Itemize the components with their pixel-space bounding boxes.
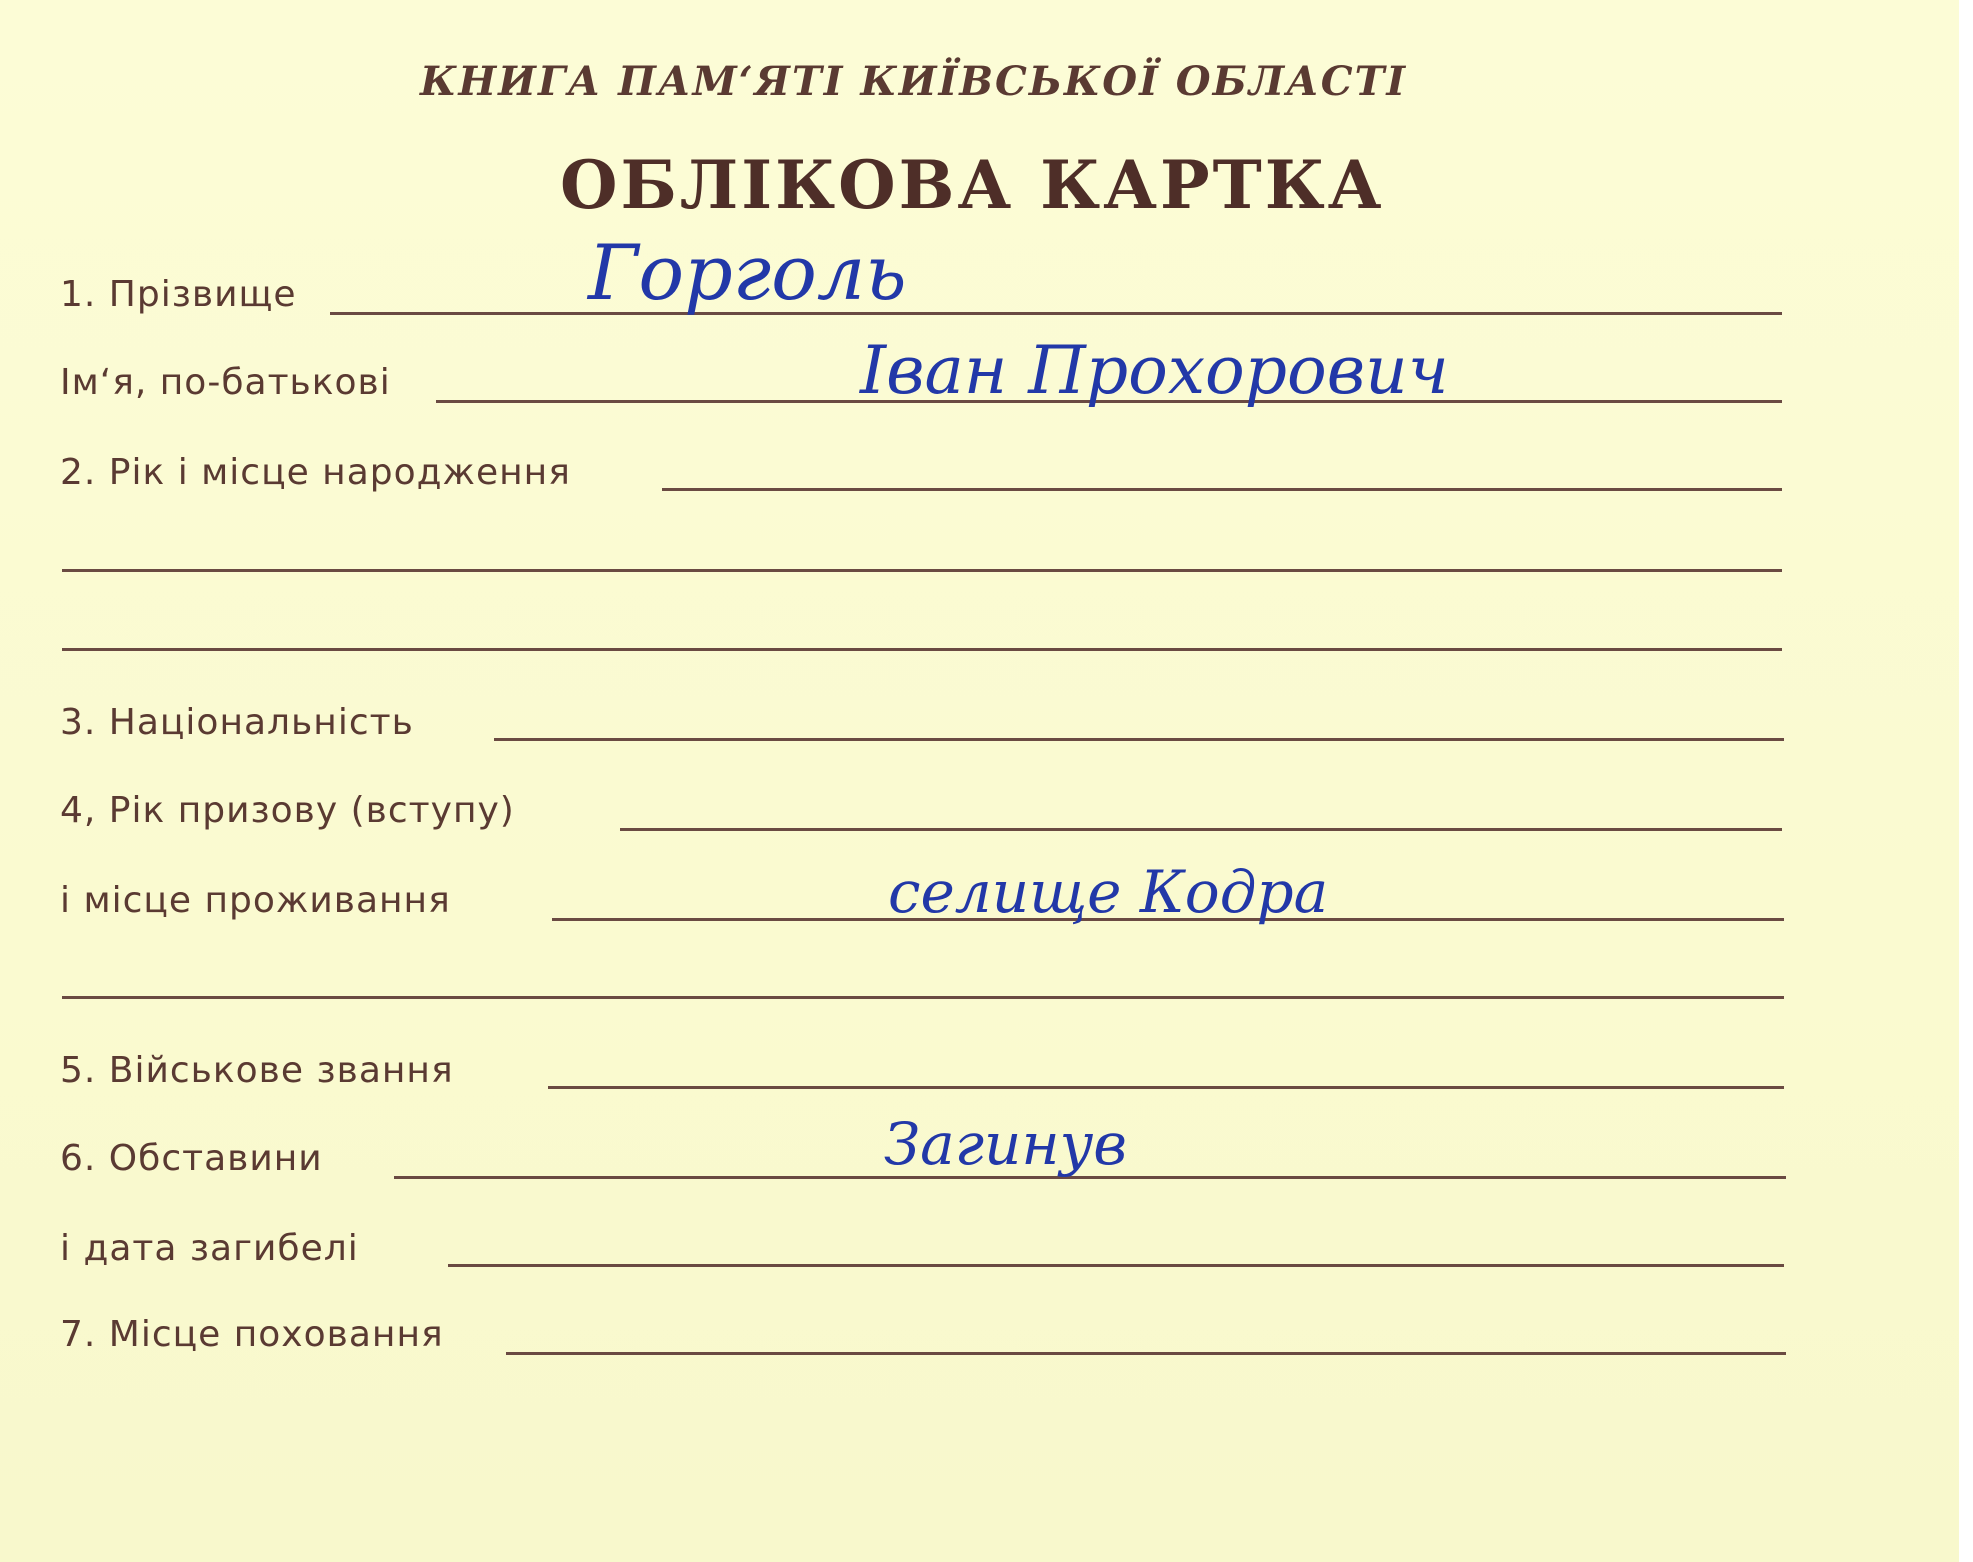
birth-line-3	[62, 648, 1782, 651]
surname-line	[330, 312, 1782, 315]
name-handwritten: Іван Прохорович	[860, 332, 1449, 409]
rank-line	[548, 1086, 1784, 1089]
death-date-label: і дата загибелі	[60, 1228, 359, 1269]
conscription-label: 4, Рік призову (вступу)	[60, 790, 515, 831]
residence-line-2	[62, 996, 1784, 999]
burial-line	[506, 1352, 1786, 1355]
conscription-line	[620, 828, 1782, 831]
name-label: Ім‘я, по-батькові	[60, 362, 391, 403]
rank-label: 5. Військове звання	[60, 1050, 454, 1091]
residence-handwritten: селище Кодра	[888, 858, 1329, 926]
birth-line-2	[62, 569, 1782, 572]
birth-line-1	[662, 488, 1782, 491]
burial-label: 7. Місце поховання	[60, 1314, 444, 1355]
death-date-line	[448, 1264, 1784, 1267]
circumstances-handwritten: Загинув	[884, 1110, 1127, 1178]
card-title: ОБЛІКОВА КАРТКА	[560, 146, 1385, 224]
residence-label: і місце проживання	[60, 880, 451, 921]
circumstances-label: 6. Обставини	[60, 1138, 323, 1179]
birth-label: 2. Рік і місце народження	[60, 452, 571, 493]
scan-edge	[1959, 0, 1973, 1562]
nationality-label: 3. Національність	[60, 702, 414, 743]
book-title: КНИГА ПАМ‘ЯТІ КИЇВСЬКОЇ ОБЛАСТІ	[420, 58, 1408, 105]
surname-label: 1. Прізвище	[60, 274, 297, 315]
surname-handwritten: Горголь	[588, 228, 907, 317]
nationality-line	[494, 738, 1784, 741]
